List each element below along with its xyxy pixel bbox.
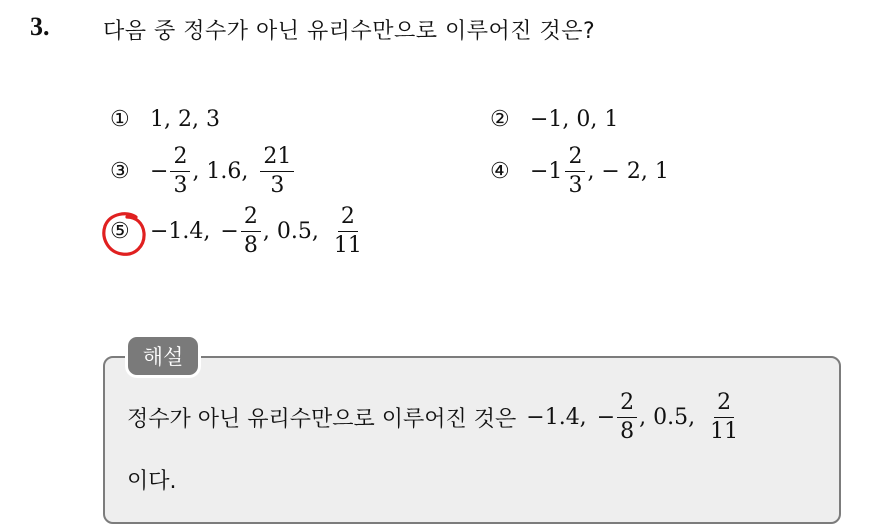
fraction-denominator: 11 [710, 419, 739, 444]
choice-2[interactable] [490, 107, 618, 132]
fraction [170, 146, 190, 197]
fraction-numerator: 2 [170, 146, 190, 172]
explanation-text: 정수가 아닌 유리수만으로 이루어진 것은 [127, 407, 517, 432]
fraction [260, 146, 294, 197]
fraction-denominator: 3 [270, 173, 285, 198]
choice-text: 1, 2, 3 [150, 107, 220, 132]
fraction-denominator: 11 [333, 233, 362, 258]
fraction-denominator: 3 [568, 173, 583, 198]
mixed-number-whole: −1 [530, 159, 563, 184]
fraction-numerator: 2 [714, 392, 734, 418]
fraction-numerator: 2 [338, 206, 358, 232]
answer-circle-mark [100, 208, 150, 260]
choice-text: − [150, 159, 169, 184]
explanation-math: , 0.5, [639, 405, 696, 430]
choice-text: , − 2, 1 [587, 159, 669, 184]
fraction [707, 392, 741, 443]
fraction-numerator: 2 [241, 206, 261, 232]
choice-text: −1.4, [150, 219, 211, 244]
explanation-math: −1.4, [526, 405, 587, 430]
fraction [565, 146, 585, 197]
fraction [241, 206, 261, 257]
explanation-line-1 [127, 392, 743, 443]
explanation-tag: 해설 [128, 337, 198, 375]
choice-4[interactable] [490, 146, 669, 197]
choice-3[interactable] [110, 146, 296, 197]
choice-marker: ② [490, 107, 510, 132]
question-number: 3. [30, 12, 50, 41]
fraction [617, 392, 637, 443]
choice-text: , 0.5, [262, 219, 319, 244]
choice-1[interactable] [110, 107, 220, 132]
fraction [331, 206, 365, 257]
fraction-denominator: 3 [173, 173, 188, 198]
explanation-math: − [596, 405, 616, 430]
explanation-line-2: 이다. [127, 469, 177, 494]
choice-marker: ⑤ [110, 219, 130, 244]
fraction-denominator: 8 [243, 233, 258, 258]
fraction-numerator: 21 [260, 146, 294, 172]
fraction-denominator: 8 [620, 419, 635, 444]
choice-marker: ④ [490, 159, 510, 184]
choice-text: −1, 0, 1 [530, 107, 619, 132]
fraction-numerator: 2 [565, 146, 585, 172]
choice-marker: ③ [110, 159, 130, 184]
question-text: 다음 중 정수가 아닌 유리수만으로 이루어진 것은? [103, 19, 596, 44]
choice-marker: ① [110, 107, 130, 132]
fraction-numerator: 2 [617, 392, 637, 418]
choice-text: , 1.6, [192, 159, 249, 184]
choice-text: − [220, 219, 239, 244]
